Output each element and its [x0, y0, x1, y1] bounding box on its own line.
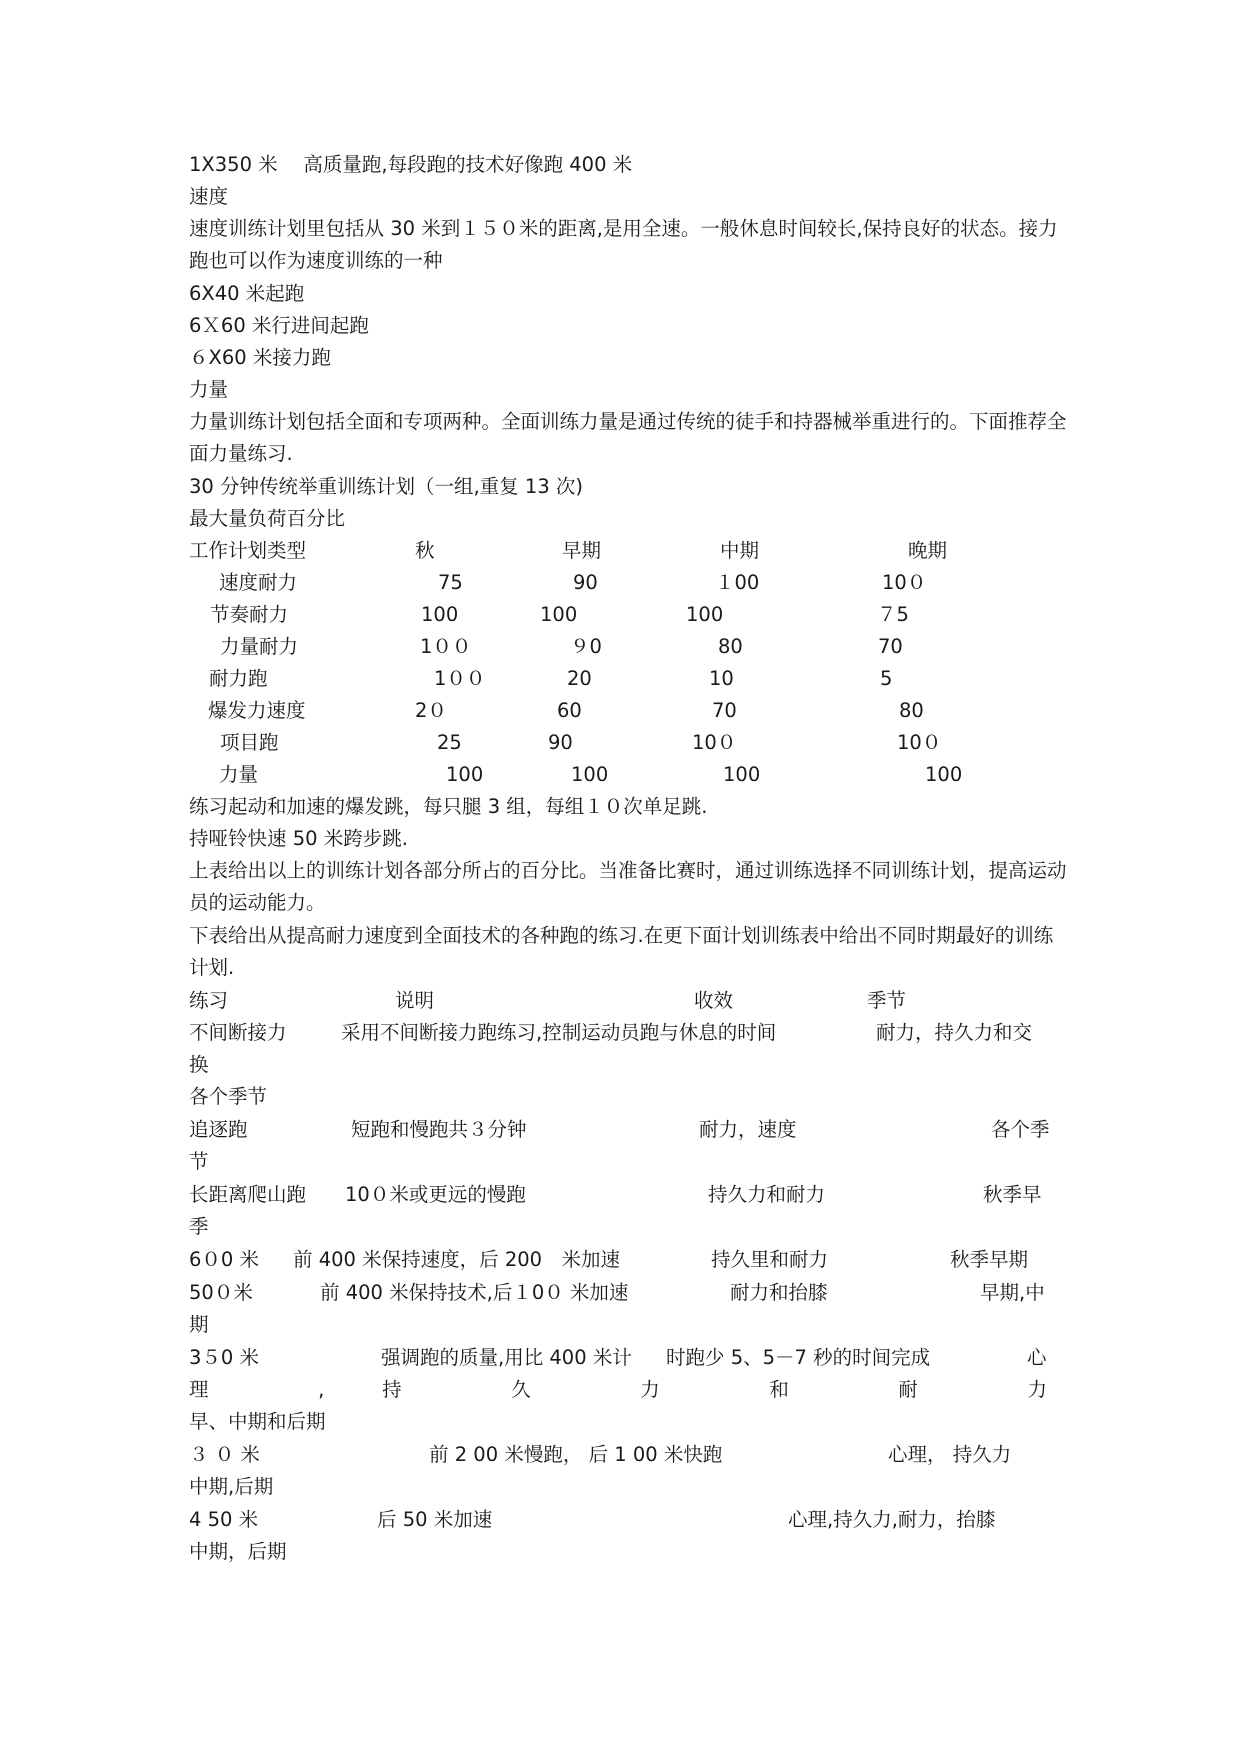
table-cell: 10０米或更远的慢跑: [345, 1183, 526, 1206]
table-cell: 80: [899, 699, 924, 722]
table-cell: 5: [880, 667, 893, 690]
text-line: 6Ｘ60 米行进间起跑: [189, 314, 369, 337]
table-cell: 100: [571, 763, 609, 786]
table-cell: 10０: [897, 731, 942, 754]
paragraph-speed: 速度训练计划里包括从 30 米到１５０米的距离,是用全速。一般休息时间较长,保持良好的状态。接力跑也可以作为速度训练的一种: [189, 217, 1058, 272]
table-cell: 长距离爬山跑: [189, 1183, 307, 1206]
table-cell: 各个季节: [189, 1085, 268, 1108]
text-line: ６X60 米接力跑: [189, 346, 331, 369]
table-cell: 10０: [882, 571, 927, 594]
table-cell: 80: [718, 635, 743, 658]
table-header: 说明: [395, 989, 435, 1012]
table-cell: 换: [189, 1053, 209, 1076]
table-cell: 节: [189, 1150, 209, 1173]
table-cell: 70: [712, 699, 737, 722]
text-line: 1X350 米 高质量跑,每段跑的技术好像跑 400 米: [189, 153, 633, 176]
table-cell: 心理， 持久力: [888, 1443, 1012, 1466]
table-cell: 耐力跑: [209, 667, 268, 690]
table-cell: 早、中期和后期: [189, 1410, 326, 1433]
table-cell: 100: [686, 603, 724, 626]
table-cell: 前 400 米保持技术,后１0０ 米加速: [320, 1281, 629, 1304]
table-header: 练习: [189, 989, 229, 1012]
table-header: 晚期: [908, 539, 948, 562]
table-cell: 10: [709, 667, 734, 690]
table-cell: 采用不间断接力跑练习,控制运动员跑与休息的时间: [341, 1021, 777, 1044]
table-cell: 秋季早: [983, 1183, 1042, 1206]
table-header: 工作计划类型: [189, 539, 307, 562]
table-cell: 季: [189, 1215, 209, 1238]
table-cell: 时跑少 5、5－7 秒的时间完成: [666, 1346, 931, 1369]
table-cell: 力量耐力: [220, 635, 299, 658]
table-cell: 持久里和耐力: [711, 1248, 829, 1271]
table-cell: 短跑和慢跑共３分钟: [351, 1118, 527, 1141]
table-cell: 各个季: [991, 1118, 1050, 1141]
paragraph: 上表给出以上的训练计划各部分所占的百分比。当准备比赛时，通过训练选择不同训练计划，提高运动员的运动能力。: [189, 859, 1067, 914]
table-cell: 秋季早期: [950, 1248, 1029, 1271]
table-cell: 速度耐力: [219, 571, 298, 594]
table-cell: 强调跑的质量,用比 400 米计: [381, 1346, 632, 1369]
table-cell: 70: [878, 635, 903, 658]
table-header: 早期: [562, 539, 602, 562]
table-cell: 90: [573, 571, 598, 594]
table-cell: 100: [446, 763, 484, 786]
table-cell: 不间断接力: [189, 1021, 287, 1044]
table-cell: ３ ０ 米: [189, 1443, 260, 1466]
text-line: 30 分钟传统举重训练计划（一组,重复 13 次): [189, 475, 584, 498]
table-cell: 项目跑: [220, 731, 279, 754]
table-cell: 100: [723, 763, 761, 786]
table-cell: 75: [438, 571, 463, 594]
table-cell: 早期,中: [980, 1281, 1045, 1304]
table-cell: 100: [540, 603, 578, 626]
table-cell: 中期，后期: [189, 1540, 287, 1563]
table-cell: 追逐跑: [189, 1118, 248, 1141]
table-cell: 1００: [420, 635, 472, 658]
table-cell: 耐力，持久力和交: [876, 1021, 1033, 1044]
table-cell: 期: [189, 1313, 209, 1336]
text-line: 练习起动和加速的爆发跳，每只腿 3 组，每组１０次单足跳.: [189, 795, 708, 818]
paragraph-strength: 力量训练计划包括全面和专项两种。全面训练力量是通过传统的徒手和持器械举重进行的。下面推荐全面力量练习.: [189, 410, 1067, 465]
table-cell: 25: [437, 731, 462, 754]
table-cell: 100: [925, 763, 963, 786]
table-header: 秋: [415, 539, 435, 562]
table-cell: 1００: [434, 667, 486, 690]
table-cell: 节奏耐力: [210, 603, 289, 626]
section-heading-speed: 速度: [189, 185, 229, 208]
table-cell: 10０: [692, 731, 737, 754]
table-cell: 耐力和抬膝: [730, 1281, 828, 1304]
text-line: 最大量负荷百分比: [189, 507, 346, 530]
table-cell: ９0: [570, 635, 602, 658]
table-cell: 中期,后期: [189, 1475, 274, 1498]
table-cell: 爆发力速度: [208, 699, 306, 722]
text-line: 6X40 米起跑: [189, 282, 305, 305]
table-cell: 耐力，速度: [699, 1118, 797, 1141]
table-cell: 100: [421, 603, 459, 626]
table-cell: 后 50 米加速: [377, 1508, 493, 1531]
table-cell: ７5: [877, 603, 909, 626]
table-header: 中期: [720, 539, 760, 562]
table-cell: １00: [715, 571, 760, 594]
section-heading-strength: 力量: [189, 378, 229, 401]
table-cell: 50０米: [189, 1281, 253, 1304]
table-header: 收效: [694, 989, 734, 1012]
table-cell: 力量: [219, 763, 259, 786]
table-cell: 前 400 米保持速度，后 200 米加速: [293, 1248, 621, 1271]
table-cell: 心理,持久力,耐力，抬膝: [788, 1508, 996, 1531]
table-cell: 持久力和耐力: [708, 1183, 826, 1206]
table-cell: 心: [1027, 1346, 1047, 1369]
table-cell: 6０0 米: [189, 1248, 260, 1271]
table-cell: 4 50 米: [189, 1508, 259, 1531]
table-cell: 2０: [415, 699, 447, 722]
paragraph: 下表给出从提高耐力速度到全面技术的各种跑的练习.在更下面计划训练表中给出不同时期最好的训练计划.: [189, 924, 1054, 979]
table-cell: 理 , 持 久 力 和 耐 力: [189, 1378, 1047, 1401]
table-cell: 前 2 00 米慢跑， 后 1 00 米快跑: [429, 1443, 723, 1466]
text-line: 持哑铃快速 50 米跨步跳.: [189, 827, 408, 850]
table-cell: 90: [548, 731, 573, 754]
table-cell: 3５0 米: [189, 1346, 260, 1369]
table-cell: 60: [557, 699, 582, 722]
table-cell: 20: [567, 667, 592, 690]
table-header: 季节: [867, 989, 907, 1012]
